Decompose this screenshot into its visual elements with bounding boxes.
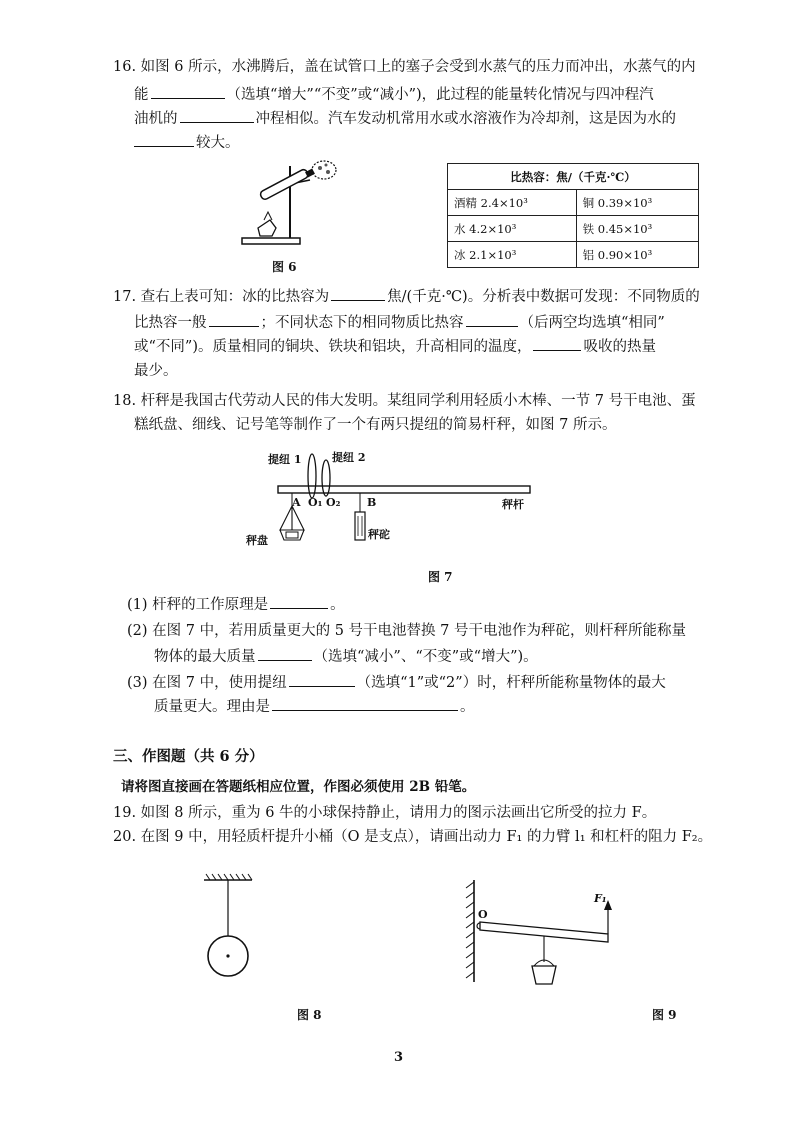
label-f1: F₁ <box>594 892 607 905</box>
answer-blank <box>331 286 385 301</box>
label-tuo: 秤砣 <box>368 528 390 541</box>
label-o: O <box>478 908 488 921</box>
bucket <box>532 966 556 984</box>
q16-line3 <box>134 108 676 130</box>
table-cell: 冰 2.1×10³ <box>448 242 577 268</box>
label-gan: 秤杆 <box>502 498 524 511</box>
q18-sub2-cont <box>154 646 538 668</box>
figure-8-caption: 图 8 <box>297 1008 322 1022</box>
section-3-title: 三、作图题（共 6 分） <box>113 748 264 765</box>
table-row <box>448 190 699 216</box>
q18-line1: 18. 杆秤是我国古代劳动人民的伟大发明。某组同学利用轻质小木棒、一节 7 号干电池、蛋 <box>113 393 696 409</box>
q16-line4 <box>134 132 240 154</box>
table-cell: 水 4.2×10³ <box>448 216 577 242</box>
q18-text: （选填“减小”、“不变”或“增大”)。 <box>313 649 538 665</box>
answer-blank <box>466 312 518 327</box>
figure-9-caption: 图 9 <box>652 1008 677 1022</box>
q16-line2 <box>134 84 654 106</box>
answer-blank <box>258 646 312 661</box>
answer-blank <box>151 84 225 99</box>
figure-6-test-tube-apparatus <box>236 158 356 250</box>
q17-text: 17. 查右上表可知：冰的比热容为 <box>113 289 330 305</box>
label-o2: O₂ <box>326 496 341 509</box>
q17-line1 <box>113 286 700 308</box>
q18-sub1 <box>127 594 345 616</box>
q16-line1: 16. 如图 6 所示，水沸腾后，盖在试管口上的塞子会受到水蒸气的压力而冲出，水蒸气的内 <box>113 59 696 75</box>
q17-text: 吸收的热量 <box>583 339 656 355</box>
section-3-note: 请将图直接画在答题纸相应位置，作图必须使用 2B 铅笔。 <box>121 779 476 795</box>
answer-blank <box>209 312 259 327</box>
q18-sub3 <box>127 672 666 694</box>
q18-text: 。 <box>330 597 345 613</box>
q18-text: 质量更大。理由是 <box>154 699 270 715</box>
table-cell: 铁 0.45×10³ <box>576 216 698 242</box>
answer-blank <box>533 336 581 351</box>
label-tn2: 提纽 2 <box>332 451 366 464</box>
figure-9-lever-bucket <box>462 878 622 988</box>
label-tn1: 提纽 1 <box>268 453 302 466</box>
q17-text: 或“不同”)。质量相同的铜块、铁块和铝块，升高相同的温度， <box>134 339 532 355</box>
label-o1: O₁ <box>308 496 323 509</box>
answer-blank <box>180 108 254 123</box>
page-number: 3 <box>394 1050 404 1065</box>
q18-line2: 糕纸盘、细线、记号笔等制作了一个有两只提纽的简易杆秤，如图 7 所示。 <box>134 417 617 433</box>
label-b: B <box>367 496 377 509</box>
q18-text: 。 <box>460 699 475 715</box>
q18-sub3-cont <box>154 696 475 718</box>
q16-text: 冲程相似。汽车发动机常用水或水溶液作为冷却剂，这是因为水的 <box>255 111 676 127</box>
q16-text: 油机的 <box>134 111 178 127</box>
table-cell: 铜 0.39×10³ <box>576 190 698 216</box>
q18-text: (1) 杆秤的工作原理是 <box>127 597 269 613</box>
table-row <box>448 242 699 268</box>
table-header: 比热容：焦/（千克·℃） <box>448 164 699 190</box>
table-cell: 铝 0.90×10³ <box>576 242 698 268</box>
label-a: A <box>292 496 301 509</box>
q18-text: （选填“1”或“2”）时，杆秤所能称量物体的最大 <box>356 675 666 691</box>
q17-text: ；不同状态下的相同物质比热容 <box>260 315 464 331</box>
q17-text: （后两空均选填“相同” <box>519 315 665 331</box>
q18-text: (3) 在图 7 中，使用提纽 <box>127 675 287 691</box>
q18-sub2: (2) 在图 7 中，若用质量更大的 5 号干电池替换 7 号干电池作为秤砣，则杆秤所能称量 <box>127 623 686 639</box>
answer-blank <box>270 594 328 609</box>
q17-text: 焦/(千克·℃)。分析表中数据可发现：不同物质的 <box>387 289 700 305</box>
table-cell: 酒精 2.4×10³ <box>448 190 577 216</box>
q17-line3 <box>134 336 656 358</box>
answer-blank <box>289 672 355 687</box>
q17-line2 <box>134 312 665 334</box>
scale-pan <box>280 506 304 530</box>
q19: 19. 如图 8 所示，重为 6 牛的小球保持静止，请用力的图示法画出它所受的拉力 F。 <box>113 805 657 821</box>
table-row <box>448 216 699 242</box>
answer-blank <box>272 696 458 711</box>
q18-text: 物体的最大质量 <box>154 649 256 665</box>
answer-blank <box>134 132 194 147</box>
figure-6-caption: 图 6 <box>272 260 297 274</box>
figure-7-caption: 图 7 <box>428 570 453 584</box>
q17-text: 比热容一般 <box>134 315 207 331</box>
q16-text: 较大。 <box>196 135 240 151</box>
figure-7-steelyard <box>240 446 540 556</box>
label-pan: 秤盘 <box>246 534 268 547</box>
q20: 20. 在图 9 中，用轻质杆提升小桶（O 是支点），请画出动力 F₁ 的力臂 l₁ 和杠杆的阻力 F₂。 <box>113 829 713 845</box>
specific-heat-table <box>447 163 699 268</box>
figure-8-hanging-ball <box>196 872 266 982</box>
q16-text: 能 <box>134 87 149 103</box>
q17-line4: 最少。 <box>134 363 178 379</box>
counterweight-battery <box>355 512 365 540</box>
q16-text: （选填“增大”“不变”或“减小”)，此过程的能量转化情况与四冲程汽 <box>226 87 654 103</box>
